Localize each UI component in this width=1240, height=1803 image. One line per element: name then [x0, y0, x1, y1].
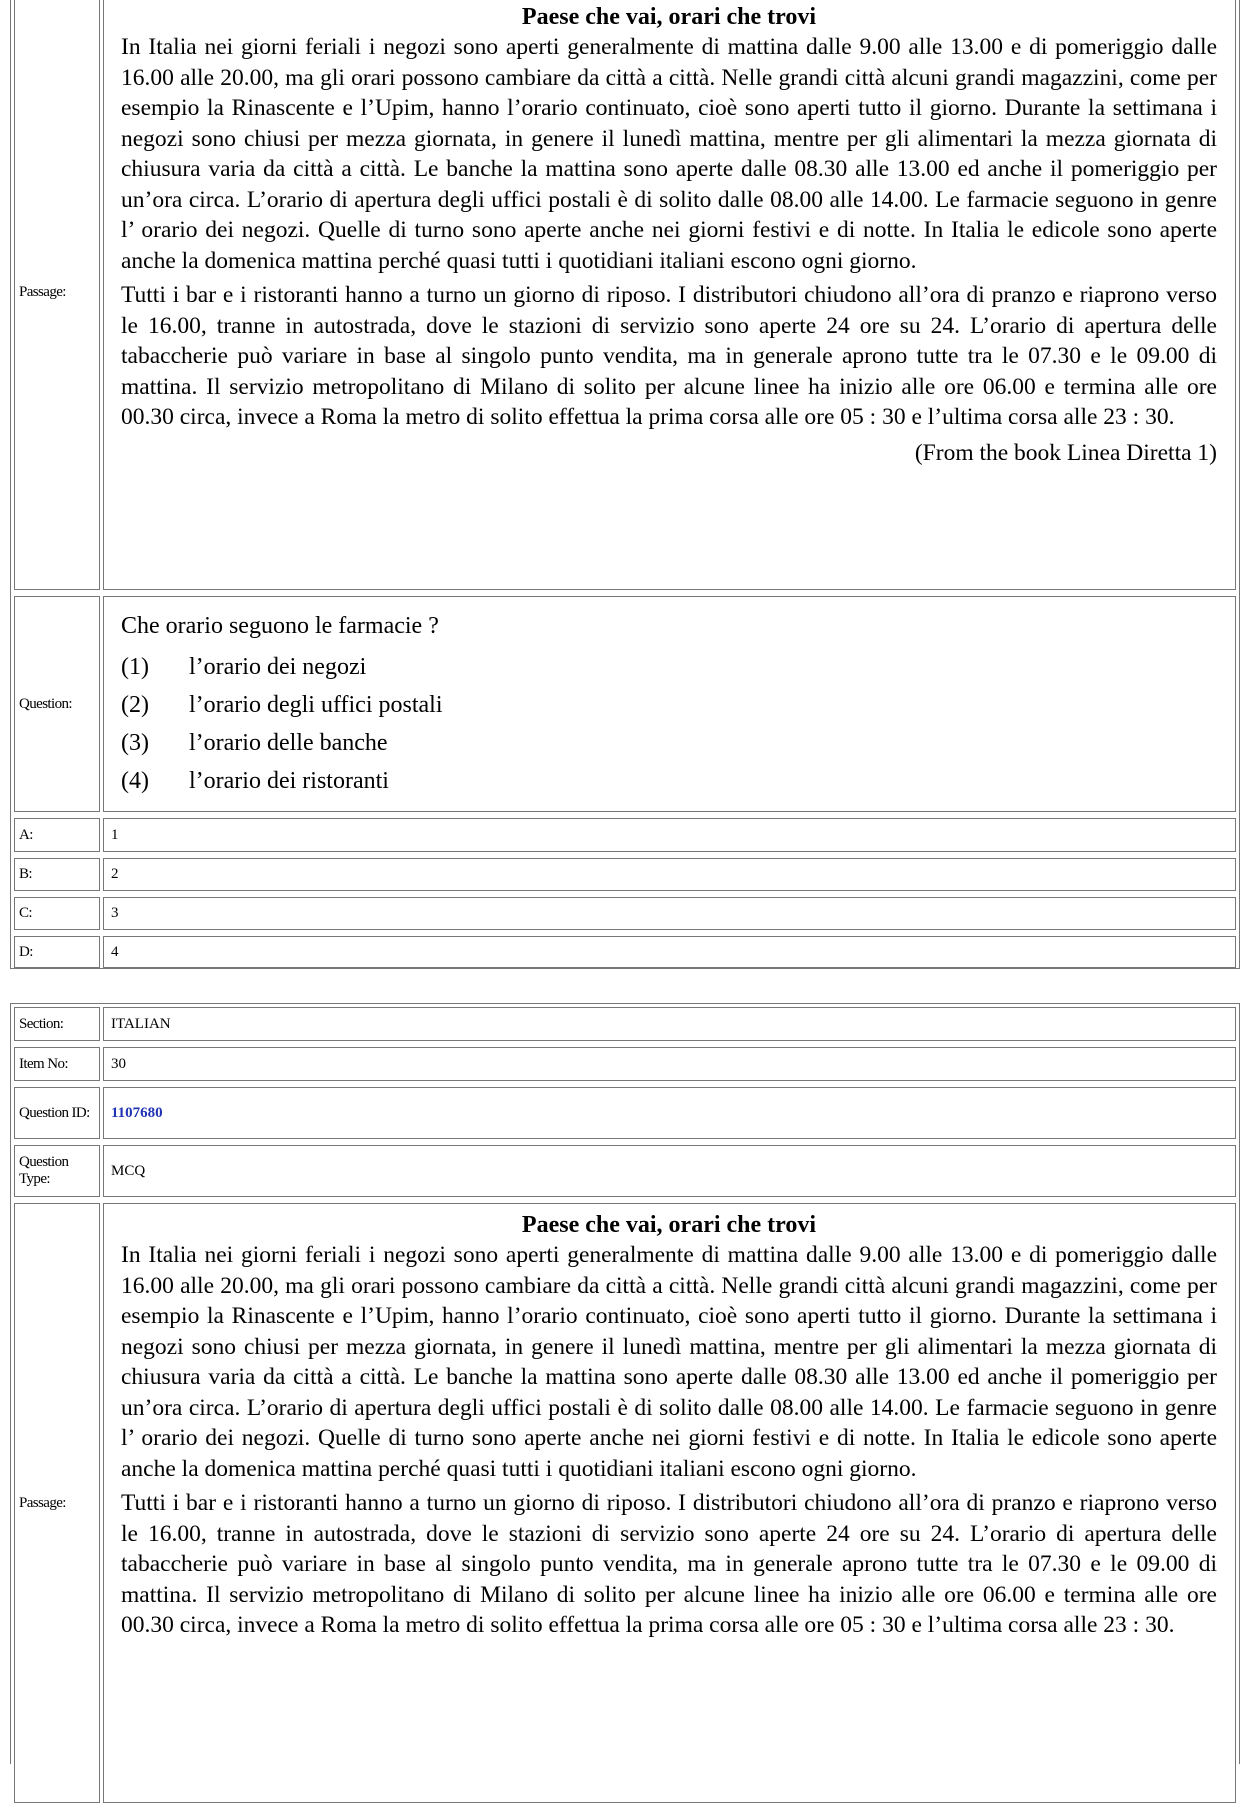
answer-label-d: D:: [14, 936, 100, 968]
question-row: [11, 596, 1239, 812]
item-table-2: [10, 1003, 1240, 1764]
answer-value-c: 3: [103, 897, 1236, 930]
answer-row-a: [11, 818, 1239, 852]
section-row: [11, 1007, 1239, 1041]
question-type-value: MCQ: [103, 1145, 1236, 1197]
passage-row: [11, 0, 1239, 590]
answer-value-a: 1: [103, 818, 1236, 852]
option-1: (1) l’orario dei negozi: [121, 654, 367, 680]
section-value: ITALIAN: [103, 1007, 1236, 1041]
passage-2: [104, 1204, 1235, 1641]
question-id-value: 1107680: [103, 1087, 1236, 1139]
section-label: Section:: [14, 1007, 100, 1041]
answer-row-c: [11, 897, 1239, 930]
passage: [104, 0, 1235, 469]
passage-source: (From the book Linea Diretta 1): [914, 439, 1217, 466]
passage-label: Passage:: [14, 0, 100, 590]
question-label: Question:: [14, 596, 100, 812]
option-2: (2) l’orario degli uffici postali: [121, 692, 443, 718]
item-no-label: Item No:: [14, 1047, 100, 1081]
answer-row-d: [11, 936, 1239, 968]
answer-label-c: C:: [14, 897, 100, 930]
question-type-row: [11, 1145, 1239, 1197]
option-4: (4) l’orario dei ristoranti: [121, 768, 389, 794]
question-stem: Che orario seguono le farmacie ?: [121, 613, 439, 639]
passage-label-2: Passage:: [14, 1203, 100, 1803]
question-id-label: Question ID:: [14, 1087, 100, 1139]
answer-value-b: 2: [103, 858, 1236, 891]
passage-row-2: [11, 1203, 1239, 1803]
answer-row-b: [11, 858, 1239, 891]
answer-label-a: A:: [14, 818, 100, 852]
passage-paragraph-1: In Italia nei giorni feriali i negozi sono aperti generalmente di mattina dalle 9.00 alle 13.00 e di pomeriggio dalle 16.00 alle 20.00, ma gli orari possono cambiare da città a città. Nelle grandi città alcuni grandi magazzini, come per esempio la Rinascente e l’Upim, hanno l’orario continuato, cioè sono aperti tutto il giorno. Durante la settimana i negozi sono chiusi per mezza giornata, in genere il lunedì mattina, mentre per gli alimentari la mezza giornata di chiusura varia da città a città. Le banche la mattina sono aperte dalle 08.30 alle 13.00 ed anche il pomeriggio per un’ora circa. L’orario di apertura degli uffici postali è di solito dalle 08.00 alle 14.00. Le farmacie seguono in genre l’ orario dei negozi. Quelle di turno sono aperte anche nei giorni festivi e di notte. In Italia le edicole sono aperte anche la domenica mattina perché quasi tutti i quotidiani italiani escono ogni giorno.: [121, 34, 1217, 274]
answer-value-d: 4: [103, 936, 1236, 968]
passage-2-paragraph-1: In Italia nei giorni feriali i negozi sono aperti generalmente di mattina dalle 9.00 alle 13.00 e di pomeriggio dalle 16.00 alle 20.00, ma gli orari possono cambiare da città a città. Nelle grandi città alcuni grandi magazzini, come per esempio la Rinascente e l’Upim, hanno l’orario continuato, cioè sono aperti tutto il giorno. Durante la settimana i negozi sono chiusi per mezza giornata, in genere il lunedì mattina, mentre per gli alimentari la mezza giornata di chiusura varia da città a città. Le banche la mattina sono aperte dalle 08.30 alle 13.00 ed anche il pomeriggio per un’ora circa. L’orario di apertura degli uffici postali è di solito dalle 08.00 alle 14.00. Le farmacie seguono in genre l’ orario dei negozi. Quelle di turno sono aperte anche nei giorni festivi e di notte. In Italia le edicole sono aperte anche la domenica mattina perché quasi tutti i quotidiani italiani escono ogni giorno.: [121, 1242, 1217, 1482]
question-type-label: Question Type:: [14, 1145, 100, 1197]
question-id-row: [11, 1087, 1239, 1139]
passage-title-2: Paese che vai, orari che trovi: [521, 1212, 817, 1238]
question-cell: [103, 596, 1236, 812]
passage-cell-2: [103, 1203, 1236, 1803]
item-table-1: [10, 0, 1240, 969]
passage-2-paragraph-2: Tutti i bar e i ristoranti hanno a turno un giorno di riposo. I distributori chiudono all’ora di pranzo e riaprono verso le 16.00, tranne in autostrada, dove le stazioni di servizio sono aperte 24 ore su 24. L’orario di apertura delle tabaccherie può variare in base al singolo punto vendita, ma in generale aprono tutte tra le 07.30 e le 09.00 di mattina. Il servizio metropolitano di Milano di solito per alcune linee ha inizio alle ore 06.00 e termina alle ore 00.30 circa, invece a Roma la metro di solito effettua la prima corsa alle ore 05 : 30 e l’ultima corsa alle 23 : 30.: [121, 1490, 1217, 1638]
item-no-row: [11, 1047, 1239, 1081]
question: [104, 597, 1235, 800]
item-no-value: 30: [103, 1047, 1236, 1081]
passage-cell: [103, 0, 1236, 590]
passage-paragraph-2: Tutti i bar e i ristoranti hanno a turno un giorno di riposo. I distributori chiudono all’ora di pranzo e riaprono verso le 16.00, tranne in autostrada, dove le stazioni di servizio sono aperte 24 ore su 24. L’orario di apertura delle tabaccherie può variare in base al singolo punto vendita, ma in generale aprono tutte tra le 07.30 e le 09.00 di mattina. Il servizio metropolitano di Milano di solito per alcune linee ha inizio alle ore 06.00 e termina alle ore 00.30 circa, invece a Roma la metro di solito effettua la prima corsa alle ore 05 : 30 e l’ultima corsa alle 23 : 30.: [121, 282, 1217, 430]
option-3: (3) l’orario delle banche: [121, 730, 388, 756]
answer-label-b: B:: [14, 858, 100, 891]
passage-title: Paese che vai, orari che trovi: [521, 4, 817, 30]
